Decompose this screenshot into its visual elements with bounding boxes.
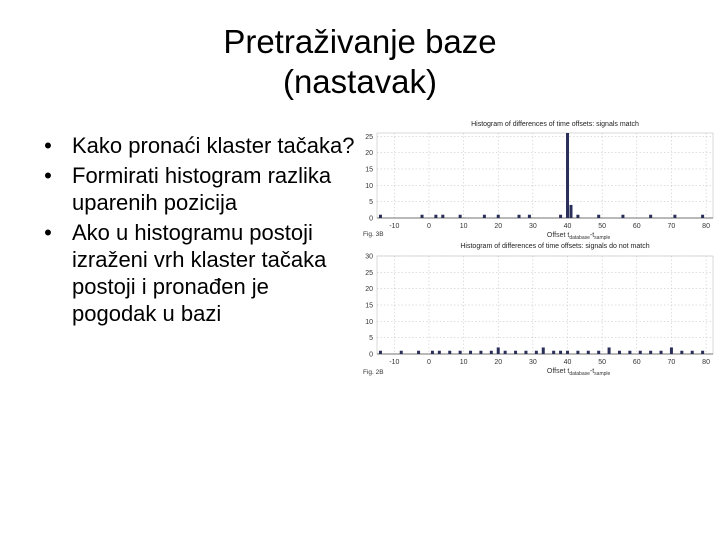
chart-1-xtick-label: 40: [563, 223, 572, 230]
chart-2-bar: [514, 351, 517, 354]
chart-1-bar: [701, 215, 704, 218]
chart-2-bar: [618, 351, 621, 354]
bullet-text: Ako u histogramu postoji izraženi vrh klaster tačaka postoji i pronađen je pogodak u bazi: [72, 220, 327, 326]
bullet-item: [38, 162, 358, 216]
chart-2-ytick-label: 20: [365, 286, 373, 294]
chart-1-ytick-label: 5: [369, 199, 373, 207]
chart-2-bar: [670, 347, 673, 354]
chart-1-ytick-label: 0: [369, 215, 373, 223]
chart-1-xtick-label: -10: [389, 223, 400, 230]
chart-1-xtick-label: 60: [632, 223, 641, 230]
chart-1-title: Histogram of differences of time offsets: signals match: [471, 121, 639, 128]
chart-1-bar: [621, 215, 624, 218]
chart-2-figure-label: Fig. 2B: [363, 369, 384, 376]
chart-1-bar: [483, 215, 486, 218]
chart-2-bar: [524, 351, 527, 354]
chart-1-bar: [497, 215, 500, 218]
chart-2-bar: [497, 347, 500, 354]
chart-2-bar: [597, 351, 600, 354]
chart-2-bar: [417, 351, 420, 354]
chart-2-bar: [469, 351, 472, 354]
chart-2-bar: [680, 351, 683, 354]
slide-title-line-2: (nastavak): [282, 63, 438, 100]
chart-1-bar: [649, 215, 652, 218]
bullet-list: [38, 132, 358, 330]
chart-1-xtick-label: 30: [528, 223, 537, 230]
chart-2-bar: [701, 351, 704, 354]
chart-2-xtick-label: 80: [702, 359, 710, 366]
chart-2-bar: [566, 351, 569, 354]
chart-2-xtick-label: 40: [563, 359, 572, 366]
chart-2-xtick-label: 60: [632, 359, 641, 366]
chart-2-ytick-label: 30: [365, 253, 373, 261]
chart-2-bar: [608, 347, 611, 354]
chart-2-bar: [628, 351, 631, 354]
chart-2-bar: [660, 351, 663, 354]
chart-2-xtick-label: 20: [494, 359, 503, 366]
chart-1-ytick-label: 15: [365, 166, 373, 174]
bullet-dot-icon: •: [44, 220, 52, 245]
chart-2-bar: [552, 351, 555, 354]
chart-1-plot-frame: [377, 133, 713, 218]
chart-1-bar: [597, 215, 600, 218]
chart-2-ytick-label: 10: [365, 318, 373, 326]
slide-title-line-1: Pretraživanje baze: [223, 23, 497, 60]
bullet-text: Kako pronaći klaster tačaka?: [72, 133, 355, 158]
chart-2-bar: [448, 351, 451, 354]
chart-1-xtick-label: 80: [702, 223, 710, 230]
chart-1-bar: [576, 215, 579, 218]
chart-1-xtick-label: 50: [598, 223, 607, 230]
chart-2-ytick-label: 0: [369, 351, 373, 359]
chart-1-bar: [518, 215, 521, 218]
chart-2-xlabel: Offset $t_{database}-t_{sample}$: [546, 368, 611, 377]
chart-1-bar: [421, 215, 424, 218]
chart-2-bar: [639, 351, 642, 354]
chart-2-bar: [587, 351, 590, 354]
chart-1-bar: [528, 215, 531, 218]
chart-2-xtick-label: 0: [427, 359, 431, 366]
chart-1-xtick-label: 10: [459, 223, 468, 230]
chart-1-bar: [434, 215, 437, 218]
bullet-text: Formirati histogram razlika uparenih pozicija: [72, 163, 332, 215]
chart-2-xtick-label: -10: [389, 359, 400, 366]
chart-2-xtick-label: 30: [528, 359, 537, 366]
chart-2-bar: [490, 351, 493, 354]
chart-2-bar: [400, 351, 403, 354]
chart-1-bar: [673, 215, 676, 218]
chart-2-bar: [438, 351, 441, 354]
chart-2-bar: [479, 351, 482, 354]
chart-2-bar: [559, 351, 562, 354]
chart-2-bar: [576, 351, 579, 354]
bullet-item: [38, 132, 358, 159]
chart-2-ytick-label: 15: [365, 302, 373, 310]
chart-1-xtick-label: 70: [667, 223, 676, 230]
chart-1-figure-label: Fig. 3B: [363, 231, 384, 238]
chart-2-bar: [691, 351, 694, 354]
chart-2-bar: [649, 351, 652, 354]
chart-2-ytick-label: 25: [365, 269, 373, 277]
chart-2-bar: [535, 351, 538, 354]
chart-1-ytick-label: 25: [365, 133, 373, 141]
histogram-svg: [355, 118, 720, 388]
chart-1-ytick-label: 20: [365, 150, 373, 158]
bullet-dot-icon: •: [44, 133, 52, 158]
histogram-figure: [355, 118, 720, 388]
chart-1-xtick-label: 20: [494, 223, 503, 230]
chart-2-bar: [504, 351, 507, 354]
chart-2-ytick-label: 5: [369, 335, 373, 343]
chart-1-bar: [559, 215, 562, 218]
chart-1-bar: [566, 133, 569, 218]
bullet-dot-icon: •: [44, 163, 52, 188]
bullet-item: [38, 219, 358, 327]
chart-2-xtick-label: 70: [667, 359, 676, 366]
chart-2-bar: [459, 351, 462, 354]
chart-2-bar: [431, 351, 434, 354]
chart-1-xlabel: Offset $t_{database}-t_{sample}$: [546, 232, 611, 241]
chart-2-bar: [379, 351, 382, 354]
chart-2-xtick-label: 10: [459, 359, 468, 366]
slide-title: [150, 22, 570, 102]
chart-2-title: Histogram of differences of time offsets: signals do not match: [460, 243, 650, 250]
chart-1-bar: [569, 205, 572, 218]
chart-1-ytick-label: 10: [365, 182, 373, 190]
chart-2-bar: [542, 347, 545, 354]
chart-1-bar: [459, 215, 462, 218]
chart-1-bar: [379, 215, 382, 218]
chart-1-xtick-label: 0: [427, 223, 431, 230]
chart-1-bar: [441, 215, 444, 218]
chart-2-xtick-label: 50: [598, 359, 607, 366]
